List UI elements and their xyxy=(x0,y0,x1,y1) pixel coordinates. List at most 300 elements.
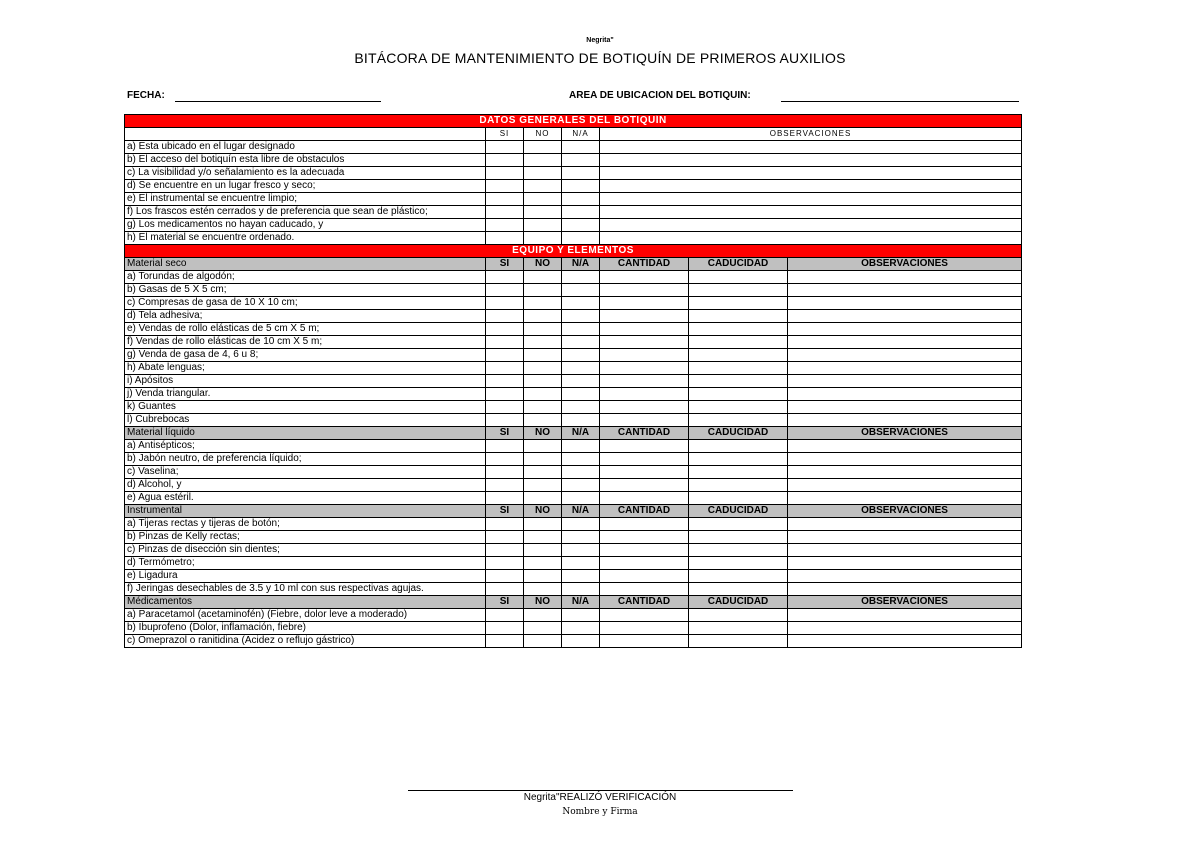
caducidad-cell[interactable] xyxy=(689,297,788,310)
si-cell[interactable] xyxy=(486,440,524,453)
caducidad-cell[interactable] xyxy=(689,414,788,427)
no-cell[interactable] xyxy=(524,375,562,388)
header-tag: Negrita" xyxy=(586,37,614,44)
na-cell[interactable] xyxy=(562,349,600,362)
cantidad-cell[interactable] xyxy=(600,609,689,622)
cantidad-cell[interactable] xyxy=(600,466,689,479)
observaciones-cell[interactable] xyxy=(788,310,1022,323)
caducidad-cell[interactable] xyxy=(689,271,788,284)
no-cell[interactable] xyxy=(524,284,562,297)
na-cell[interactable] xyxy=(562,362,600,375)
observaciones-cell[interactable] xyxy=(600,141,1022,154)
observaciones-cell[interactable] xyxy=(600,219,1022,232)
table-row xyxy=(125,622,1022,635)
na-cell[interactable] xyxy=(562,206,600,219)
fecha-field[interactable] xyxy=(175,101,381,102)
no-cell[interactable] xyxy=(524,362,562,375)
observaciones-cell[interactable] xyxy=(788,388,1022,401)
na-cell[interactable] xyxy=(562,401,600,414)
cantidad-cell[interactable] xyxy=(600,401,689,414)
item-label: d) Termómetro; xyxy=(125,557,486,570)
header-no: NO xyxy=(524,258,562,271)
na-cell[interactable] xyxy=(562,544,600,557)
observaciones-cell[interactable] xyxy=(788,362,1022,375)
header-caducidad: CADUCIDAD xyxy=(689,505,788,518)
table-row xyxy=(125,193,1022,206)
table-row xyxy=(125,141,1022,154)
observaciones-cell[interactable] xyxy=(788,583,1022,596)
na-cell[interactable] xyxy=(562,453,600,466)
cantidad-cell[interactable] xyxy=(600,492,689,505)
item-label: e) Vendas de rollo elásticas de 5 cm X 5 m; xyxy=(125,323,486,336)
section1-column-headers xyxy=(125,128,1022,141)
item-label: a) Antisépticos; xyxy=(125,440,486,453)
header-no: NO xyxy=(524,128,562,141)
no-cell[interactable] xyxy=(524,271,562,284)
na-cell[interactable] xyxy=(562,375,600,388)
si-cell[interactable] xyxy=(486,167,524,180)
na-cell[interactable] xyxy=(562,440,600,453)
item-label: a) Tijeras rectas y tijeras de botón; xyxy=(125,518,486,531)
caducidad-cell[interactable] xyxy=(689,570,788,583)
na-cell[interactable] xyxy=(562,609,600,622)
table-row xyxy=(125,583,1022,596)
header-si: SI xyxy=(486,128,524,141)
cantidad-cell[interactable] xyxy=(600,375,689,388)
header-observaciones: OBSERVACIONES xyxy=(788,258,1022,271)
table-row xyxy=(125,375,1022,388)
section-title: DATOS GENERALES DEL BOTIQUÍN xyxy=(125,115,1022,128)
cantidad-cell[interactable] xyxy=(600,479,689,492)
signature-label: Negrita"REALIZÓ VERIFICACIÓN xyxy=(523,792,677,803)
caducidad-cell[interactable] xyxy=(689,544,788,557)
na-cell[interactable] xyxy=(562,635,600,648)
item-label: c) Compresas de gasa de 10 X 10 cm; xyxy=(125,297,486,310)
cantidad-cell[interactable] xyxy=(600,388,689,401)
no-cell[interactable] xyxy=(524,583,562,596)
cantidad-cell[interactable] xyxy=(600,271,689,284)
checklist-table xyxy=(124,114,1022,648)
item-label: d) Se encuentre en un lugar fresco y seco; xyxy=(125,180,486,193)
caducidad-cell[interactable] xyxy=(689,557,788,570)
no-cell[interactable] xyxy=(524,401,562,414)
item-label: e) El instrumental se encuentre limpio; xyxy=(125,193,486,206)
item-label: d) Alcohol, y xyxy=(125,479,486,492)
si-cell[interactable] xyxy=(486,141,524,154)
cantidad-cell[interactable] xyxy=(600,583,689,596)
table-row xyxy=(125,271,1022,284)
table-row xyxy=(125,219,1022,232)
table-row xyxy=(125,492,1022,505)
table-row xyxy=(125,310,1022,323)
observaciones-cell[interactable] xyxy=(600,193,1022,206)
observaciones-cell[interactable] xyxy=(788,414,1022,427)
caducidad-cell[interactable] xyxy=(689,492,788,505)
no-cell[interactable] xyxy=(524,323,562,336)
caducidad-cell[interactable] xyxy=(689,284,788,297)
header-si: SI xyxy=(486,596,524,609)
na-cell[interactable] xyxy=(562,154,600,167)
observaciones-cell[interactable] xyxy=(788,609,1022,622)
si-cell[interactable] xyxy=(486,531,524,544)
table-row xyxy=(125,466,1022,479)
cantidad-cell[interactable] xyxy=(600,349,689,362)
header-caducidad: CADUCIDAD xyxy=(689,427,788,440)
na-cell[interactable] xyxy=(562,570,600,583)
cantidad-cell[interactable] xyxy=(600,323,689,336)
item-label: f) Jeringas desechables de 3.5 y 10 ml con sus respectivas agujas. xyxy=(125,583,486,596)
item-label: j) Venda triangular. xyxy=(125,388,486,401)
caducidad-cell[interactable] xyxy=(689,440,788,453)
area-field[interactable] xyxy=(781,101,1019,102)
na-cell[interactable] xyxy=(562,479,600,492)
caducidad-cell[interactable] xyxy=(689,388,788,401)
observaciones-cell[interactable] xyxy=(788,635,1022,648)
table-row xyxy=(125,401,1022,414)
header-observaciones: OBSERVACIONES xyxy=(788,427,1022,440)
table-row xyxy=(125,544,1022,557)
item-label: b) Ibuprofeno (Dolor, inflamación, fiebre) xyxy=(125,622,486,635)
observaciones-cell[interactable] xyxy=(788,466,1022,479)
na-cell[interactable] xyxy=(562,583,600,596)
header-si: SI xyxy=(486,505,524,518)
no-cell[interactable] xyxy=(524,622,562,635)
no-cell[interactable] xyxy=(524,492,562,505)
cantidad-cell[interactable] xyxy=(600,557,689,570)
header-blank xyxy=(125,128,486,141)
table-row xyxy=(125,557,1022,570)
group-header xyxy=(125,596,1022,609)
si-cell[interactable] xyxy=(486,635,524,648)
observaciones-cell[interactable] xyxy=(600,167,1022,180)
item-label: c) Omeprazol o ranitidina (Acidez o reflujo gástrico) xyxy=(125,635,486,648)
cantidad-cell[interactable] xyxy=(600,284,689,297)
table-row xyxy=(125,284,1022,297)
header-cantidad: CANTIDAD xyxy=(600,258,689,271)
no-cell[interactable] xyxy=(524,440,562,453)
no-cell[interactable] xyxy=(524,609,562,622)
no-cell[interactable] xyxy=(524,570,562,583)
observaciones-cell[interactable] xyxy=(600,206,1022,219)
si-cell[interactable] xyxy=(486,466,524,479)
observaciones-cell[interactable] xyxy=(788,570,1022,583)
si-cell[interactable] xyxy=(486,180,524,193)
caducidad-cell[interactable] xyxy=(689,518,788,531)
na-cell[interactable] xyxy=(562,180,600,193)
item-label: i) Apósitos xyxy=(125,375,486,388)
caducidad-cell[interactable] xyxy=(689,622,788,635)
header-observaciones: OBSERVACIONES xyxy=(788,596,1022,609)
header-fields xyxy=(127,90,1020,104)
cantidad-cell[interactable] xyxy=(600,544,689,557)
observaciones-cell[interactable] xyxy=(788,544,1022,557)
cantidad-cell[interactable] xyxy=(600,453,689,466)
si-cell[interactable] xyxy=(486,271,524,284)
si-cell[interactable] xyxy=(486,492,524,505)
no-cell[interactable] xyxy=(524,141,562,154)
document-title: BITÁCORA DE MANTENIMIENTO DE BOTIQUÍN DE PRIMEROS AUXILIOS xyxy=(354,50,846,66)
group-header xyxy=(125,258,1022,271)
header-observaciones: OBSERVACIONES xyxy=(600,128,1022,141)
table-row xyxy=(125,349,1022,362)
si-cell[interactable] xyxy=(486,362,524,375)
no-cell[interactable] xyxy=(524,310,562,323)
si-cell[interactable] xyxy=(486,219,524,232)
item-label: f) Vendas de rollo elásticas de 10 cm X 5 m; xyxy=(125,336,486,349)
table-row xyxy=(125,479,1022,492)
item-label: b) El acceso del botiquín esta libre de obstaculos xyxy=(125,154,486,167)
observaciones-cell[interactable] xyxy=(788,531,1022,544)
caducidad-cell[interactable] xyxy=(689,362,788,375)
header-no: NO xyxy=(524,427,562,440)
area-label: AREA DE UBICACION DEL BOTIQUIN: xyxy=(569,90,751,101)
no-cell[interactable] xyxy=(524,557,562,570)
header-caducidad: CADUCIDAD xyxy=(689,258,788,271)
si-cell[interactable] xyxy=(486,375,524,388)
caducidad-cell[interactable] xyxy=(689,453,788,466)
no-cell[interactable] xyxy=(524,531,562,544)
caducidad-cell[interactable] xyxy=(689,583,788,596)
no-cell[interactable] xyxy=(524,388,562,401)
item-label: c) Vaselina; xyxy=(125,466,486,479)
no-cell[interactable] xyxy=(524,336,562,349)
item-label: a) Paracetamol (acetaminofén) (Fiebre, dolor leve a moderado) xyxy=(125,609,486,622)
cantidad-cell[interactable] xyxy=(600,622,689,635)
na-cell[interactable] xyxy=(562,297,600,310)
cantidad-cell[interactable] xyxy=(600,362,689,375)
table-row xyxy=(125,635,1022,648)
caducidad-cell[interactable] xyxy=(689,609,788,622)
si-cell[interactable] xyxy=(486,154,524,167)
na-cell[interactable] xyxy=(562,492,600,505)
caducidad-cell[interactable] xyxy=(689,635,788,648)
na-cell[interactable] xyxy=(562,557,600,570)
header-si: SI xyxy=(486,258,524,271)
no-cell[interactable] xyxy=(524,167,562,180)
group-name: Médicamentos xyxy=(125,596,486,609)
si-cell[interactable] xyxy=(486,232,524,245)
table-row xyxy=(125,362,1022,375)
observaciones-cell[interactable] xyxy=(788,453,1022,466)
na-cell[interactable] xyxy=(562,414,600,427)
cantidad-cell[interactable] xyxy=(600,531,689,544)
group-header xyxy=(125,427,1022,440)
section-title: EQUIPO Y ELEMENTOS xyxy=(125,245,1022,258)
na-cell[interactable] xyxy=(562,310,600,323)
si-cell[interactable] xyxy=(486,401,524,414)
na-cell[interactable] xyxy=(562,219,600,232)
no-cell[interactable] xyxy=(524,154,562,167)
no-cell[interactable] xyxy=(524,453,562,466)
caducidad-cell[interactable] xyxy=(689,336,788,349)
si-cell[interactable] xyxy=(486,414,524,427)
header-cantidad: CANTIDAD xyxy=(600,427,689,440)
table-row xyxy=(125,570,1022,583)
no-cell[interactable] xyxy=(524,232,562,245)
observaciones-cell[interactable] xyxy=(788,440,1022,453)
na-cell[interactable] xyxy=(562,193,600,206)
cantidad-cell[interactable] xyxy=(600,440,689,453)
no-cell[interactable] xyxy=(524,414,562,427)
no-cell[interactable] xyxy=(524,479,562,492)
item-label: e) Agua estéril. xyxy=(125,492,486,505)
table-row xyxy=(125,531,1022,544)
si-cell[interactable] xyxy=(486,388,524,401)
observaciones-cell[interactable] xyxy=(788,284,1022,297)
table-row xyxy=(125,232,1022,245)
observaciones-cell[interactable] xyxy=(600,232,1022,245)
si-cell[interactable] xyxy=(486,336,524,349)
caducidad-cell[interactable] xyxy=(689,466,788,479)
observaciones-cell[interactable] xyxy=(600,154,1022,167)
table-row xyxy=(125,414,1022,427)
group-name: Material líquido xyxy=(125,427,486,440)
no-cell[interactable] xyxy=(524,206,562,219)
cantidad-cell[interactable] xyxy=(600,414,689,427)
header-na: N/A xyxy=(562,427,600,440)
section-header-datos-generales xyxy=(125,115,1022,128)
table-row xyxy=(125,440,1022,453)
header-na: N/A xyxy=(562,505,600,518)
cantidad-cell[interactable] xyxy=(600,297,689,310)
header-si: SI xyxy=(486,427,524,440)
header-no: NO xyxy=(524,596,562,609)
observaciones-cell[interactable] xyxy=(788,271,1022,284)
item-label: a) Torundas de algodón; xyxy=(125,271,486,284)
section-header-equipo xyxy=(125,245,1022,258)
header-caducidad: CADUCIDAD xyxy=(689,596,788,609)
item-label: c) La visibilidad y/o señalamiento es la adecuada xyxy=(125,167,486,180)
na-cell[interactable] xyxy=(562,232,600,245)
item-label: b) Gasas de 5 X 5 cm; xyxy=(125,284,486,297)
signature-sublabel: Nombre y Firma xyxy=(562,807,638,817)
observaciones-cell[interactable] xyxy=(788,375,1022,388)
si-cell[interactable] xyxy=(486,609,524,622)
cantidad-cell[interactable] xyxy=(600,518,689,531)
cantidad-cell[interactable] xyxy=(600,310,689,323)
no-cell[interactable] xyxy=(524,518,562,531)
observaciones-cell[interactable] xyxy=(788,401,1022,414)
header-na: N/A xyxy=(562,596,600,609)
table-row xyxy=(125,167,1022,180)
table-row xyxy=(125,206,1022,219)
item-label: a) Esta ubicado en el lugar designado xyxy=(125,141,486,154)
no-cell[interactable] xyxy=(524,544,562,557)
fecha-label: FECHA: xyxy=(127,90,165,101)
si-cell[interactable] xyxy=(486,583,524,596)
item-label: b) Pinzas de Kelly rectas; xyxy=(125,531,486,544)
item-label: f) Los frascos estén cerrados y de preferencia que sean de plástico; xyxy=(125,206,486,219)
no-cell[interactable] xyxy=(524,297,562,310)
si-cell[interactable] xyxy=(486,479,524,492)
si-cell[interactable] xyxy=(486,193,524,206)
table-row xyxy=(125,518,1022,531)
si-cell[interactable] xyxy=(486,544,524,557)
cantidad-cell[interactable] xyxy=(600,570,689,583)
caducidad-cell[interactable] xyxy=(689,479,788,492)
table-row xyxy=(125,297,1022,310)
no-cell[interactable] xyxy=(524,219,562,232)
item-label: g) Los medicamentos no hayan caducado, y xyxy=(125,219,486,232)
cantidad-cell[interactable] xyxy=(600,336,689,349)
observaciones-cell[interactable] xyxy=(788,349,1022,362)
table-row xyxy=(125,323,1022,336)
si-cell[interactable] xyxy=(486,310,524,323)
caducidad-cell[interactable] xyxy=(689,531,788,544)
na-cell[interactable] xyxy=(562,518,600,531)
observaciones-cell[interactable] xyxy=(788,557,1022,570)
na-cell[interactable] xyxy=(562,141,600,154)
table-row xyxy=(125,336,1022,349)
si-cell[interactable] xyxy=(486,570,524,583)
na-cell[interactable] xyxy=(562,531,600,544)
na-cell[interactable] xyxy=(562,336,600,349)
observaciones-cell[interactable] xyxy=(788,518,1022,531)
signature-line xyxy=(408,790,793,791)
group-name: Material seco xyxy=(125,258,486,271)
si-cell[interactable] xyxy=(486,297,524,310)
table-row xyxy=(125,154,1022,167)
na-cell[interactable] xyxy=(562,271,600,284)
no-cell[interactable] xyxy=(524,466,562,479)
caducidad-cell[interactable] xyxy=(689,323,788,336)
observaciones-cell[interactable] xyxy=(600,180,1022,193)
si-cell[interactable] xyxy=(486,557,524,570)
observaciones-cell[interactable] xyxy=(788,323,1022,336)
item-label: b) Jabón neutro, de preferencia líquido; xyxy=(125,453,486,466)
header-cantidad: CANTIDAD xyxy=(600,505,689,518)
item-label: h) El material se encuentre ordenado. xyxy=(125,232,486,245)
observaciones-cell[interactable] xyxy=(788,492,1022,505)
na-cell[interactable] xyxy=(562,167,600,180)
na-cell[interactable] xyxy=(562,466,600,479)
observaciones-cell[interactable] xyxy=(788,297,1022,310)
header-na: N/A xyxy=(562,258,600,271)
na-cell[interactable] xyxy=(562,284,600,297)
header-no: NO xyxy=(524,505,562,518)
si-cell[interactable] xyxy=(486,284,524,297)
table-row xyxy=(125,180,1022,193)
no-cell[interactable] xyxy=(524,349,562,362)
si-cell[interactable] xyxy=(486,518,524,531)
observaciones-cell[interactable] xyxy=(788,622,1022,635)
no-cell[interactable] xyxy=(524,635,562,648)
observaciones-cell[interactable] xyxy=(788,479,1022,492)
si-cell[interactable] xyxy=(486,453,524,466)
cantidad-cell[interactable] xyxy=(600,635,689,648)
header-na: N/A xyxy=(562,128,600,141)
si-cell[interactable] xyxy=(486,206,524,219)
item-label: c) Pinzas de disección sin dientes; xyxy=(125,544,486,557)
item-label: l) Cubrebocas xyxy=(125,414,486,427)
si-cell[interactable] xyxy=(486,349,524,362)
si-cell[interactable] xyxy=(486,622,524,635)
caducidad-cell[interactable] xyxy=(689,310,788,323)
no-cell[interactable] xyxy=(524,180,562,193)
caducidad-cell[interactable] xyxy=(689,349,788,362)
caducidad-cell[interactable] xyxy=(689,401,788,414)
header-observaciones: OBSERVACIONES xyxy=(788,505,1022,518)
item-label: e) Ligadura xyxy=(125,570,486,583)
na-cell[interactable] xyxy=(562,323,600,336)
group-name: Instrumental xyxy=(125,505,486,518)
si-cell[interactable] xyxy=(486,323,524,336)
no-cell[interactable] xyxy=(524,193,562,206)
na-cell[interactable] xyxy=(562,622,600,635)
caducidad-cell[interactable] xyxy=(689,375,788,388)
observaciones-cell[interactable] xyxy=(788,336,1022,349)
na-cell[interactable] xyxy=(562,388,600,401)
